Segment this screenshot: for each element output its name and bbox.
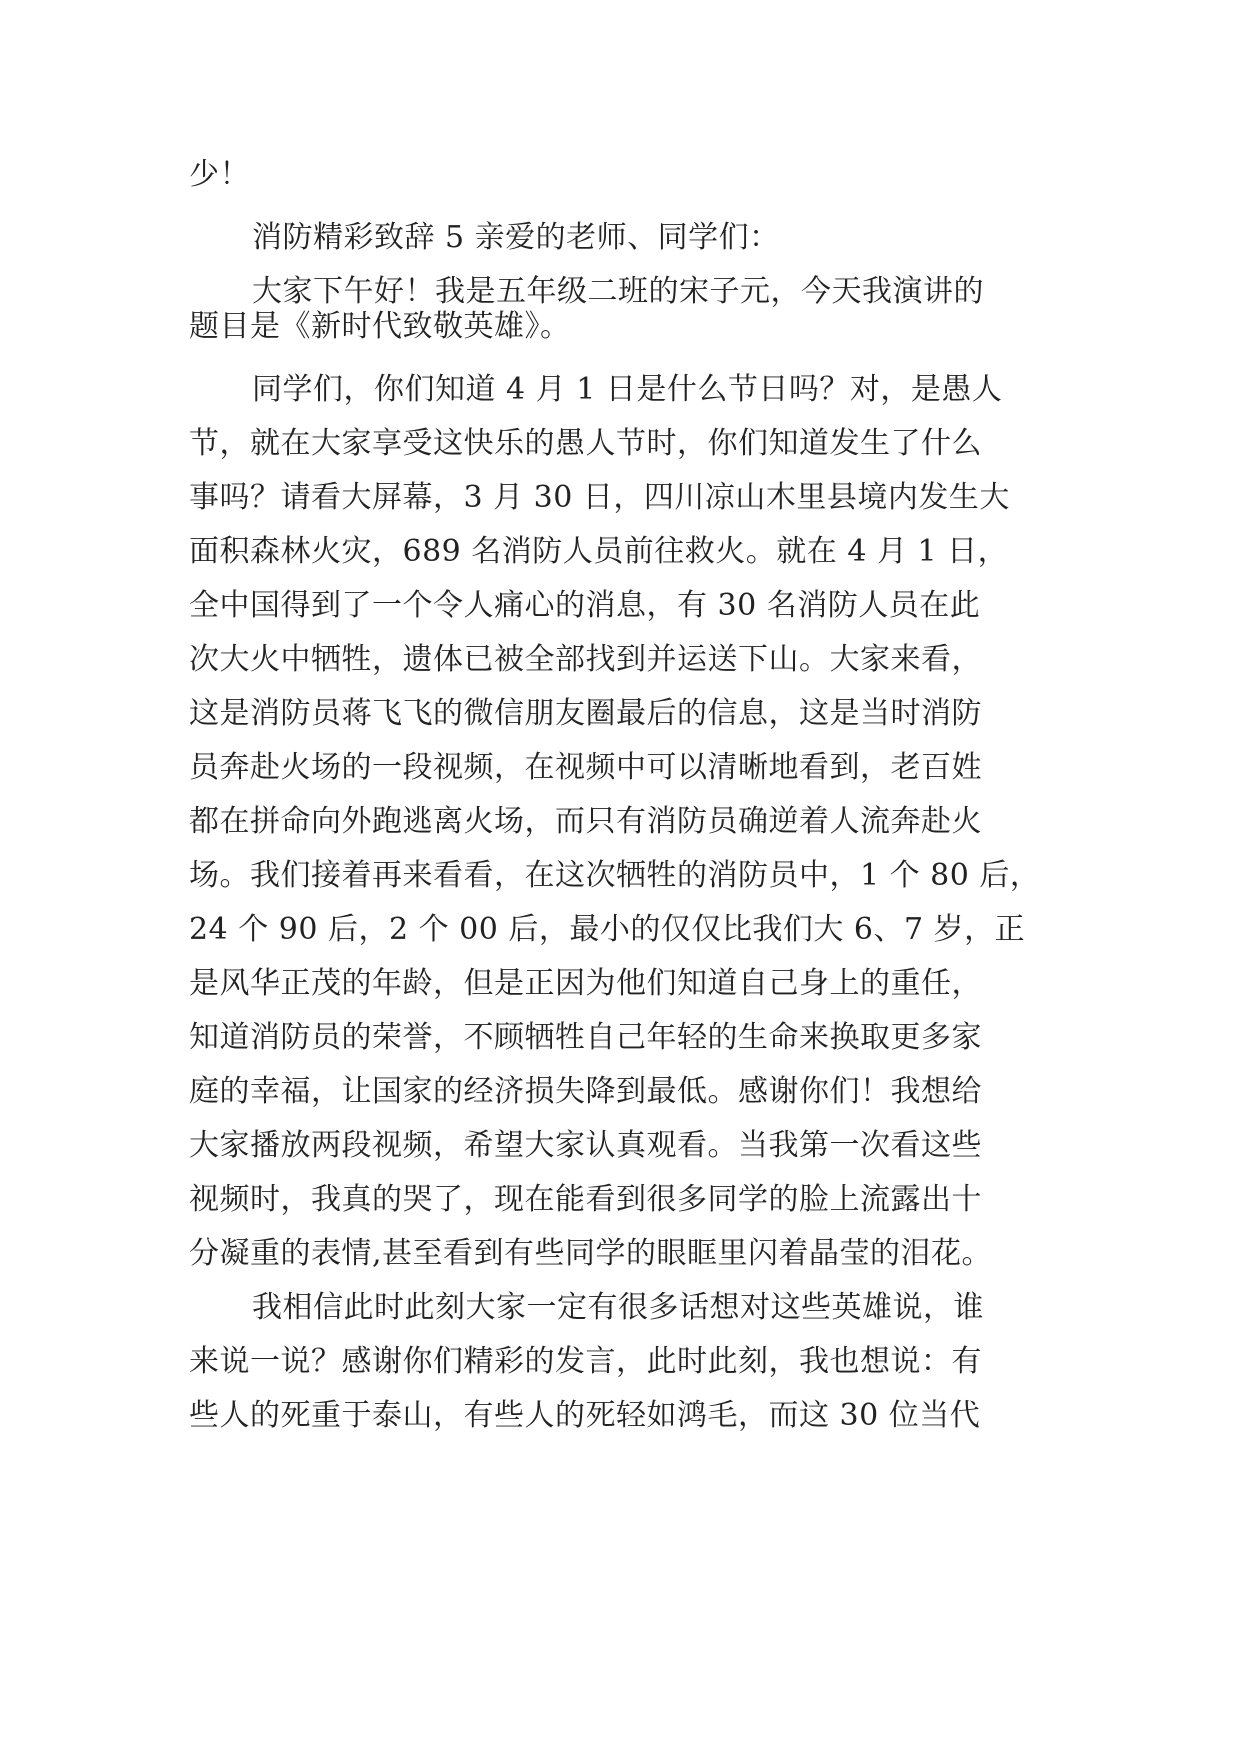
text-line: 都在拼命向外跑逃离火场，而只有消防员确逆着人流奔赴火 [189, 804, 982, 839]
text-line: 分凝重的表情,甚至看到有些同学的眼眶里闪着晶莹的泪花。 [189, 1236, 993, 1271]
text-line: 知道消防员的荣誉，不顾牺牲自己年轻的生命来换取更多家 [189, 1020, 982, 1055]
text-line: 我相信此时此刻大家一定有很多话想对这些英雄说，谁 [252, 1290, 984, 1325]
text-line: 同学们，你们知道 4 月 1 日是什么节日吗？对，是愚人 [252, 372, 1003, 407]
text-line: 题目是《新时代致敬英雄》。 [189, 309, 571, 344]
text-line: 次大火中牺牲，遗体已被全部找到并运送下山。大家来看， [189, 642, 982, 677]
text-line: 视频时，我真的哭了，现在能看到很多同学的脸上流露出十 [189, 1182, 982, 1217]
text-line: 事吗？请看大屏幕，3 月 30 日，四川凉山木里县境内发生大 [189, 480, 1010, 515]
text-line: 大家下午好！我是五年级二班的宋子元，今天我演讲的 [252, 274, 984, 309]
text-line: 员奔赴火场的一段视频，在视频中可以清晰地看到，老百姓 [189, 750, 982, 785]
text-line: 些人的死重于泰山，有些人的死轻如鸿毛，而这 30 位当代 [189, 1398, 981, 1433]
text-line: 全中国得到了一个令人痛心的消息，有 30 名消防人员在此 [189, 588, 981, 623]
text-line: 场。我们接着再来看看，在这次牺牲的消防员中，1 个 80 后， [189, 858, 1041, 893]
text-line: 来说一说？感谢你们精彩的发言，此时此刻，我也想说：有 [189, 1344, 982, 1379]
text-line: 节，就在大家享受这快乐的愚人节时，你们知道发生了什么 [189, 426, 982, 461]
text-line: 消防精彩致辞 5 亲爱的老师、同学们： [252, 220, 780, 255]
text-line: 庭的幸福，让国家的经济损失降到最低。感谢你们！我想给 [189, 1074, 982, 1109]
text-line: 大家播放两段视频，希望大家认真观看。当我第一次看这些 [189, 1128, 982, 1163]
text-line: 是风华正茂的年龄，但是正因为他们知道自己身上的重任， [189, 966, 982, 1001]
text-line: 这是消防员蒋飞飞的微信朋友圈最后的信息，这是当时消防 [189, 696, 982, 731]
text-line: 24 个 90 后，2 个 00 后，最小的仅仅比我们大 6、7 岁，正 [189, 912, 1026, 947]
text-line: 少！ [189, 157, 250, 192]
text-line: 面积森林火灾，689 名消防人员前往救火。就在 4 月 1 日， [189, 534, 1009, 569]
